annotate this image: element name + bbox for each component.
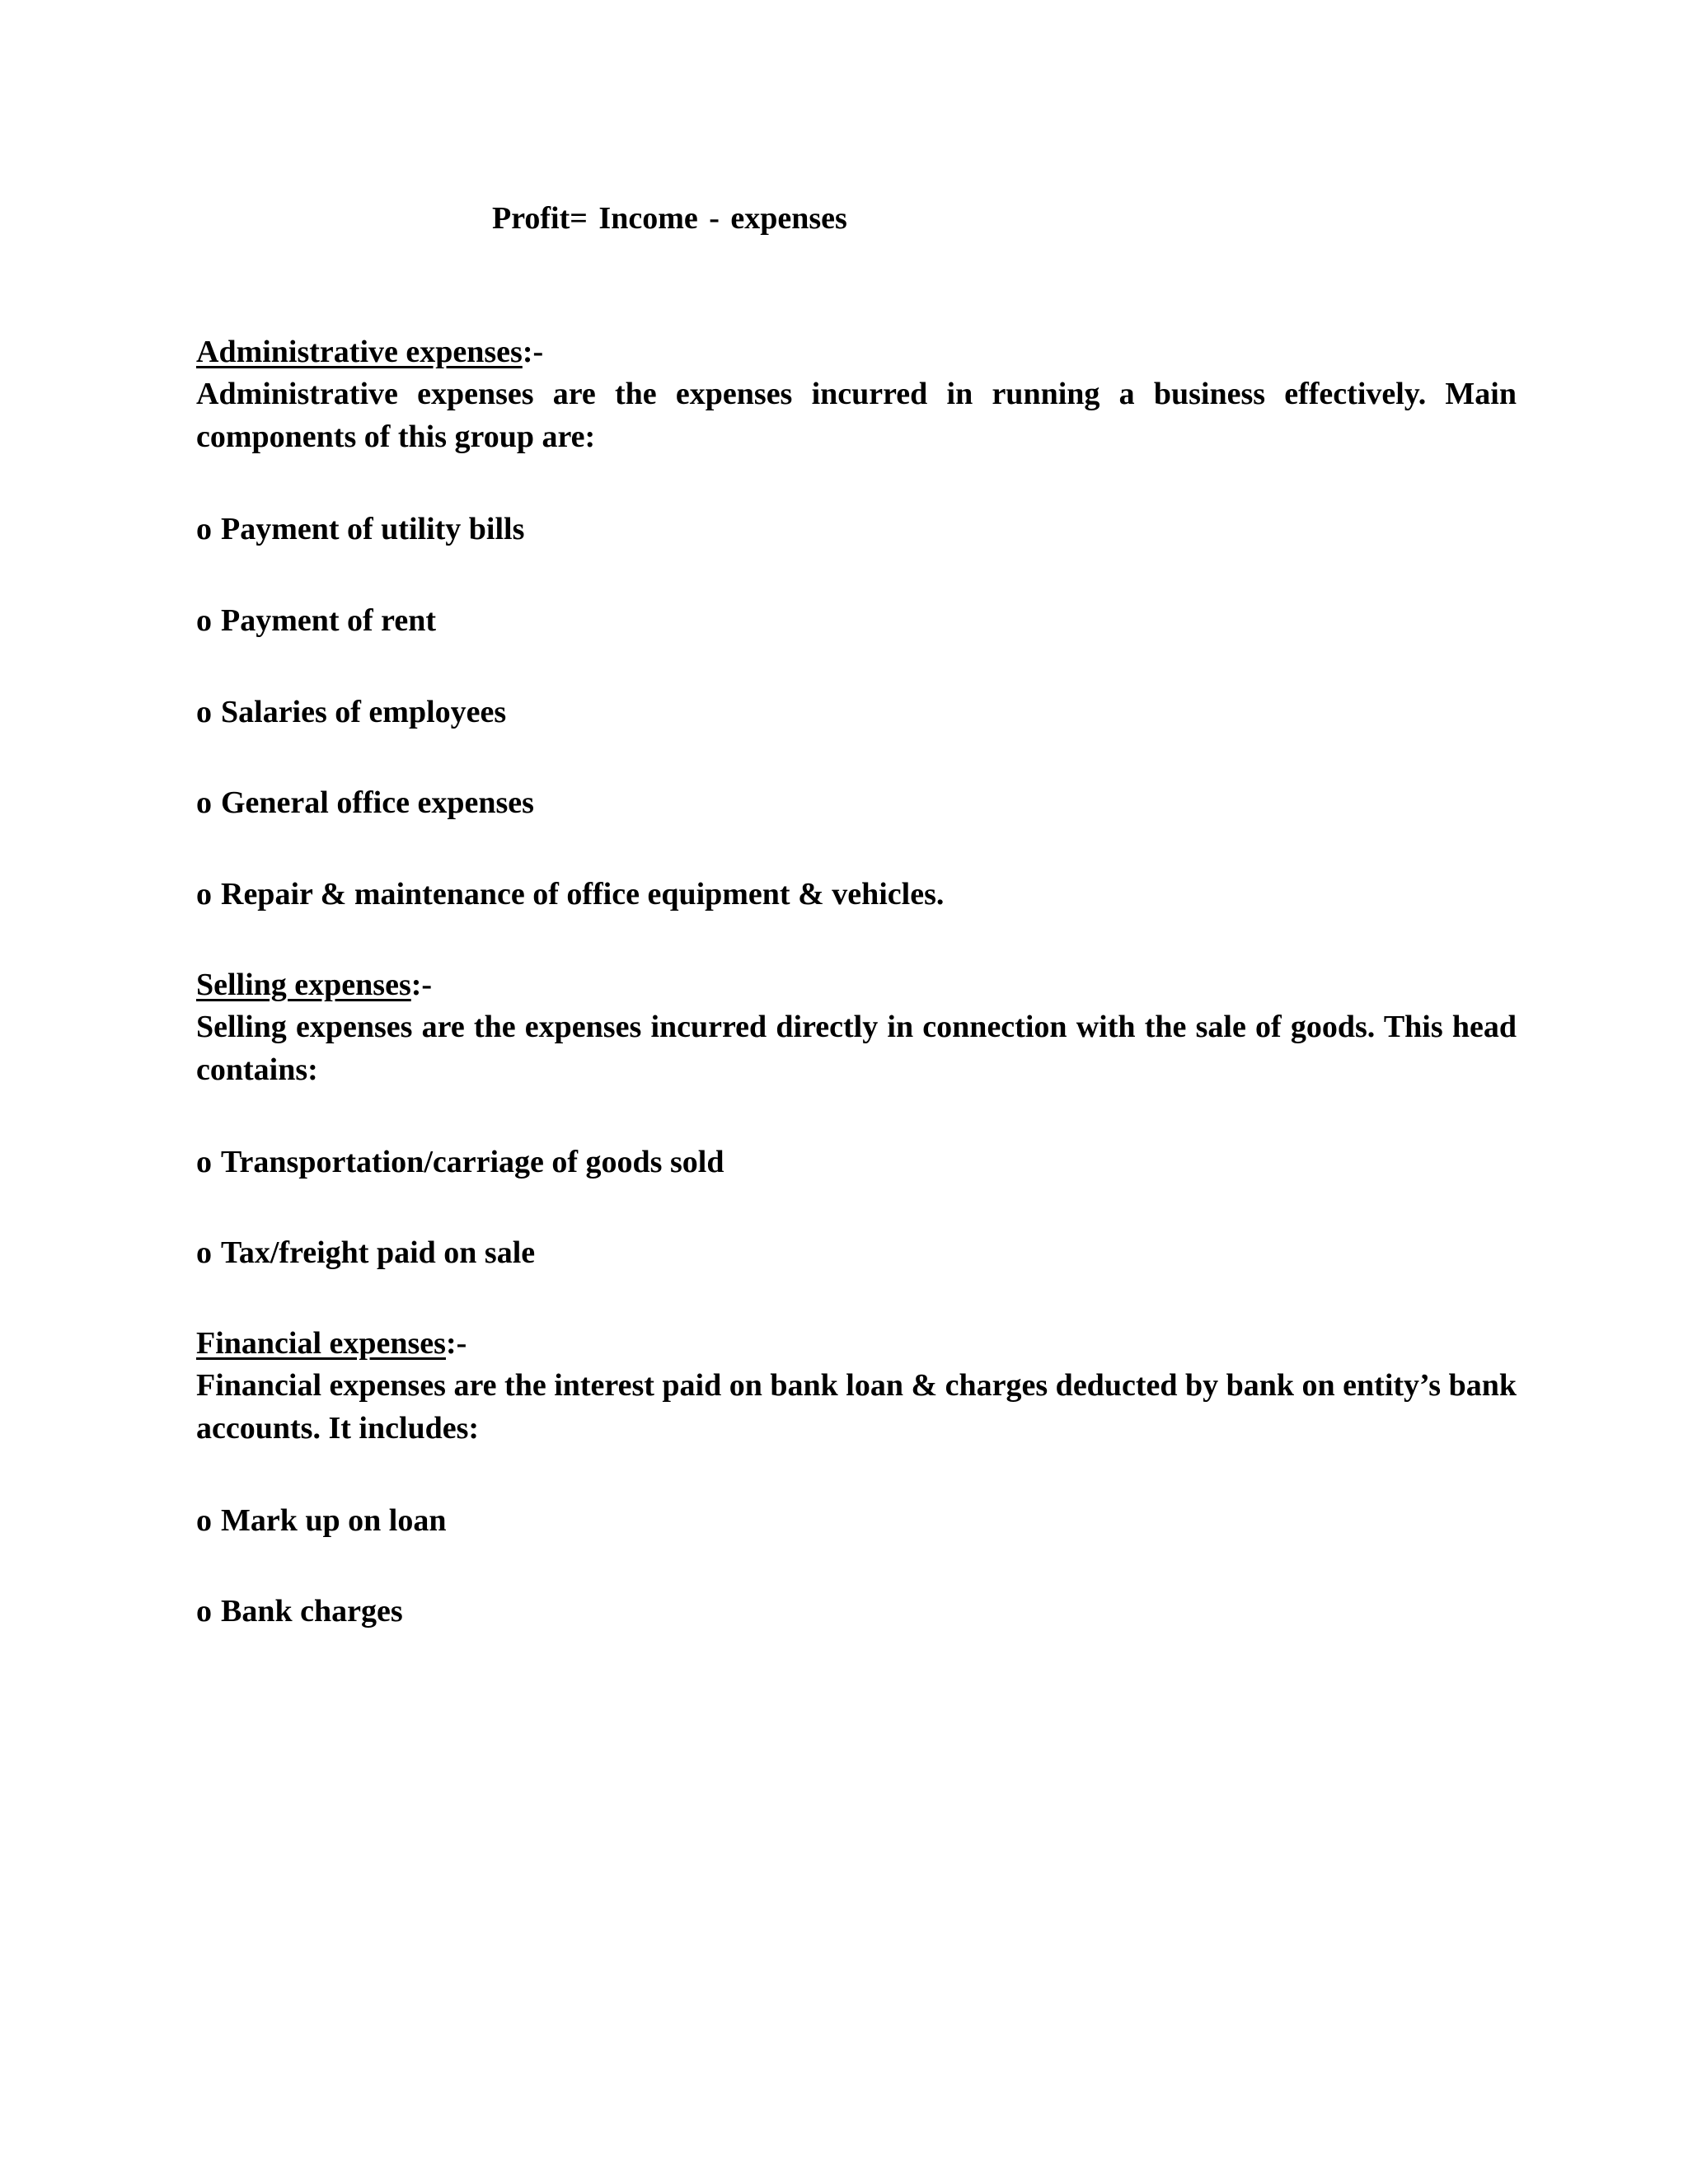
profit-formula: Profit= Income - expenses	[492, 201, 847, 236]
list-item-text: Transportation/carriage of goods sold	[221, 1145, 724, 1179]
list-item	[196, 1591, 403, 1632]
bullet-marker: o	[196, 603, 212, 638]
bullet-marker: o	[196, 785, 212, 820]
heading-suffix: :-	[410, 968, 433, 1002]
bullet-marker: o	[196, 512, 212, 546]
bullet-marker: o	[196, 1594, 212, 1629]
list-item-text: Payment of rent	[221, 603, 437, 638]
list-item-text: Bank charges	[221, 1594, 403, 1629]
bullet-marker: o	[196, 877, 212, 912]
list-item-text: Mark up on loan	[221, 1503, 447, 1538]
heading-text: Selling expenses	[196, 968, 411, 1002]
section-heading-selling	[196, 964, 432, 1005]
list-item	[196, 1500, 446, 1541]
list-item	[196, 782, 534, 823]
section-description-selling: Selling expenses are the expenses incurred directly in connection with the sale of goods. This head contains:	[196, 1010, 1517, 1087]
list-item-text: Repair & maintenance of office equipment & vehicles.	[221, 877, 945, 912]
heading-text: Administrative expenses	[196, 335, 523, 369]
list-item	[196, 600, 436, 641]
list-item-text: General office expenses	[221, 785, 534, 820]
heading-text: Financial expenses	[196, 1326, 446, 1361]
list-item	[196, 874, 944, 915]
bullet-marker: o	[196, 695, 212, 729]
list-item-text: Tax/freight paid on sale	[221, 1235, 536, 1270]
section-heading-financial	[196, 1323, 467, 1364]
section-heading-administrative	[196, 331, 543, 373]
heading-suffix: :-	[445, 1326, 467, 1361]
list-item	[196, 691, 506, 733]
list-item-text: Salaries of employees	[221, 695, 507, 729]
list-item	[196, 1141, 724, 1183]
section-description-financial: Financial expenses are the interest paid on bank loan & charges deducted by bank on entity’s bank accounts. It includes:	[196, 1368, 1517, 1446]
bullet-marker: o	[196, 1235, 212, 1270]
heading-suffix: :-	[522, 335, 544, 369]
section-description-administrative: Administrative expenses are the expenses incurred in running a business effectively. Main components of this group are:	[196, 377, 1517, 454]
bullet-marker: o	[196, 1145, 212, 1179]
list-item	[196, 509, 524, 550]
list-item	[196, 1232, 535, 1273]
bullet-marker: o	[196, 1503, 212, 1538]
list-item-text: Payment of utility bills	[221, 512, 525, 546]
